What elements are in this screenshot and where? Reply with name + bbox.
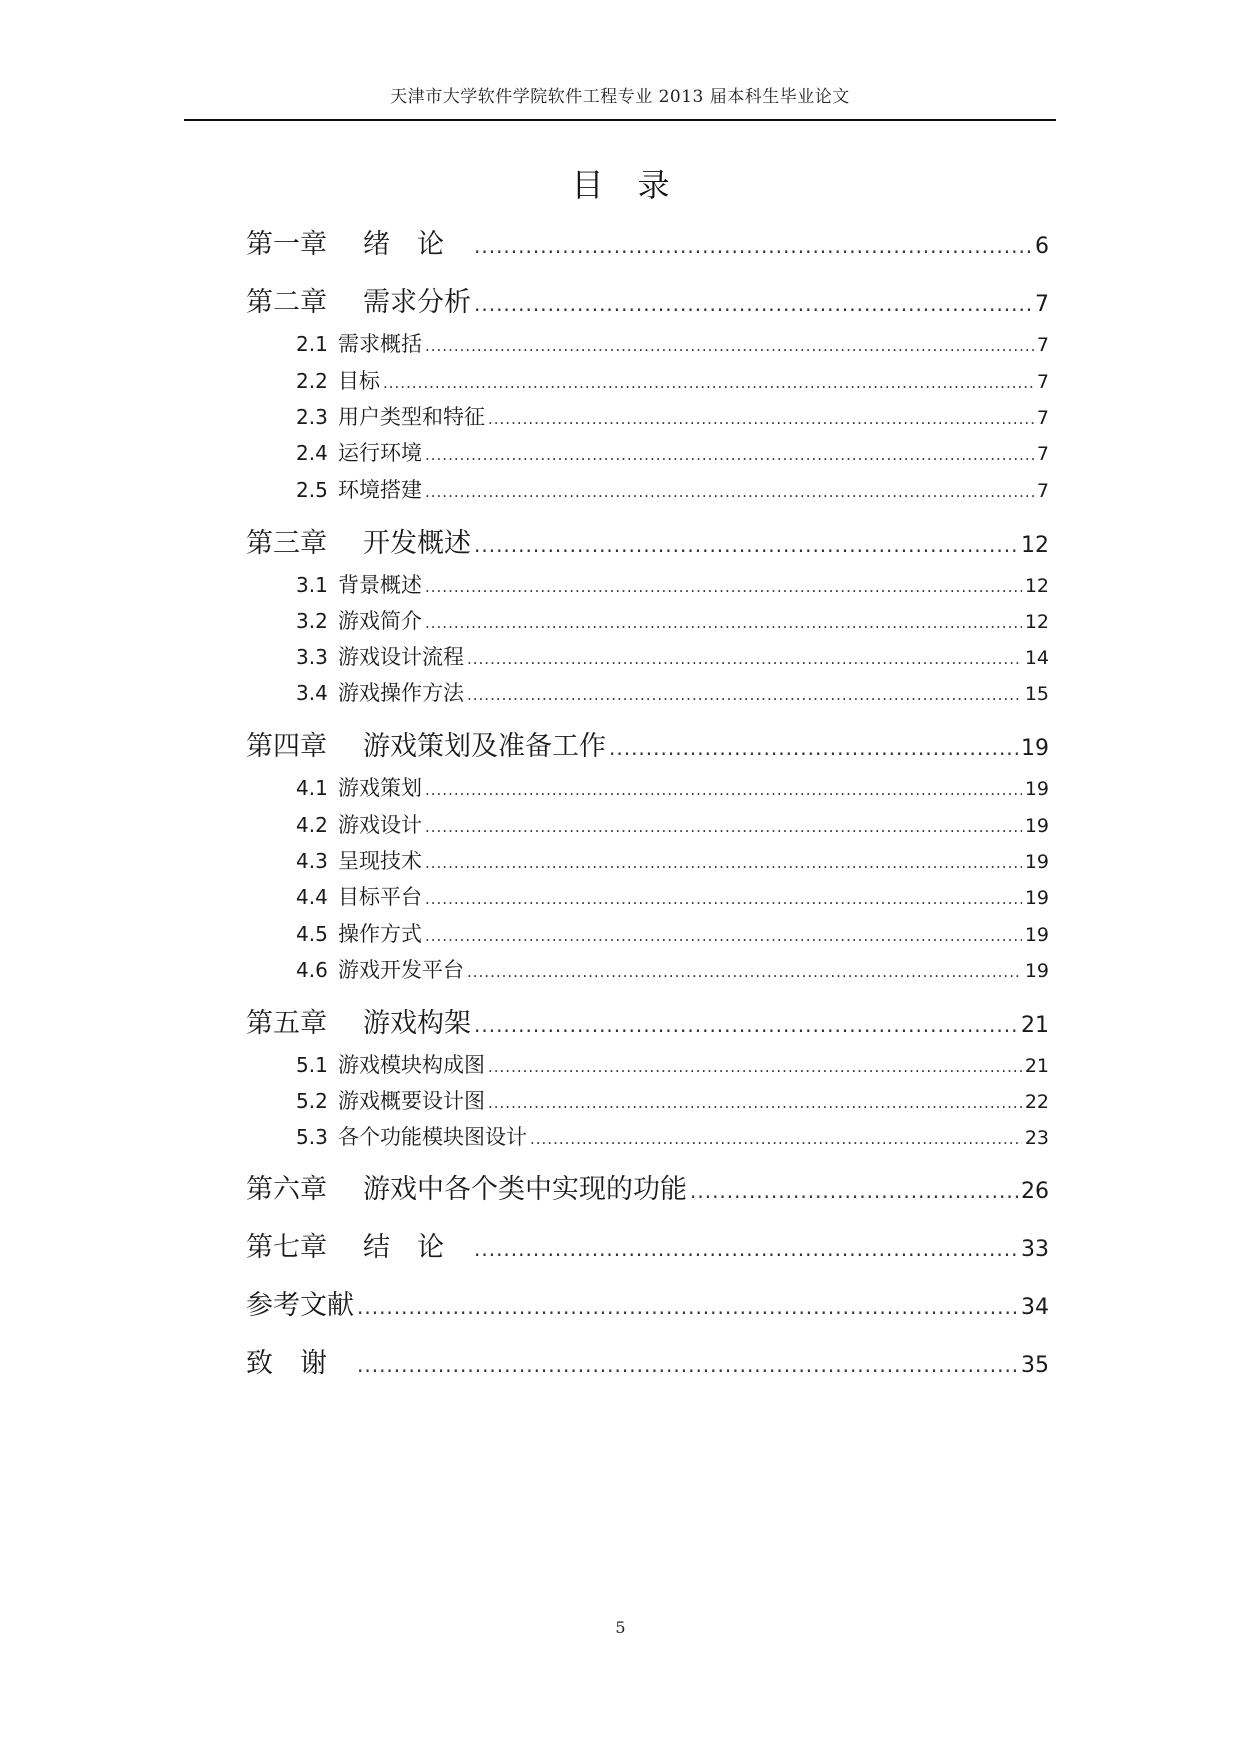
dot-leader (488, 410, 1034, 428)
section-title: 运行环境 (338, 441, 422, 465)
section-title: 游戏操作方法 (338, 681, 464, 705)
dot-leader (425, 337, 1034, 355)
section-title: 游戏概要设计图 (338, 1089, 485, 1113)
toc-section-entry[interactable] (296, 845, 1049, 875)
section-number: 5.1 (296, 1053, 328, 1077)
section-title: 游戏设计流程 (338, 645, 464, 669)
chapter-title: 游戏中各个类中实现的功能 (363, 1174, 687, 1205)
toc-chapter-entry[interactable] (246, 1225, 1049, 1265)
page-ref: 33 (1021, 1237, 1049, 1262)
dot-leader (467, 963, 1022, 981)
toc-chapter-entry[interactable] (246, 1001, 1049, 1041)
dot-leader (425, 614, 1022, 632)
chapter-title: 结论 (363, 1232, 471, 1263)
section-title: 用户类型和特征 (338, 405, 485, 429)
page-ref: 23 (1024, 1127, 1049, 1149)
section-title: 各个功能模块图设计 (338, 1125, 527, 1149)
dot-leader (425, 854, 1022, 872)
chapter-number: 第五章 (246, 1008, 327, 1039)
chapter-title: 游戏策划及准备工作 (363, 731, 606, 762)
section-number: 3.1 (296, 573, 328, 597)
section-title: 游戏设计 (338, 813, 422, 837)
page-ref: 19 (1024, 924, 1049, 946)
page-ref: 19 (1024, 778, 1049, 800)
dot-leader (425, 818, 1022, 836)
section-title: 需求概括 (338, 332, 422, 356)
section-number: 4.4 (296, 885, 328, 909)
toc-section-entry[interactable] (296, 641, 1049, 671)
page-ref: 7 (1036, 480, 1049, 502)
dot-leader (474, 1013, 1018, 1037)
dot-leader (467, 686, 1022, 704)
dot-leader (425, 578, 1022, 596)
dot-leader (474, 234, 1032, 258)
toc-section-entry[interactable] (296, 1085, 1049, 1115)
chapter-number: 第四章 (246, 731, 327, 762)
dot-leader (474, 1237, 1018, 1261)
page-ref: 7 (1036, 371, 1049, 393)
section-title: 游戏开发平台 (338, 958, 464, 982)
section-title: 操作方式 (338, 922, 422, 946)
section-number: 2.3 (296, 405, 328, 429)
section-title: 游戏模块构成图 (338, 1053, 485, 1077)
toc-chapter-entry[interactable] (246, 280, 1049, 320)
section-number: 5.2 (296, 1089, 328, 1113)
section-title: 环境搭建 (338, 478, 422, 502)
toc-chapter-entry[interactable] (246, 724, 1049, 764)
toc-title: 目录 (571, 166, 704, 204)
dot-leader (474, 533, 1018, 557)
section-title: 呈现技术 (338, 849, 422, 873)
toc-section-entry[interactable] (296, 772, 1049, 802)
section-title: 目标 (338, 369, 380, 393)
toc-section-entry[interactable] (296, 918, 1049, 948)
toc-chapter-entry[interactable] (246, 1283, 1049, 1323)
page-ref: 12 (1024, 611, 1049, 633)
page-ref: 12 (1024, 575, 1049, 597)
toc-section-entry[interactable] (296, 569, 1049, 599)
chapter-number: 第一章 (246, 229, 327, 260)
dot-leader (383, 374, 1034, 392)
section-number: 2.4 (296, 441, 328, 465)
page-ref: 19 (1024, 815, 1049, 837)
dot-leader (488, 1094, 1022, 1112)
page-ref: 19 (1024, 887, 1049, 909)
page-ref: 6 (1035, 234, 1049, 259)
dot-leader (425, 446, 1034, 464)
page-ref: 19 (1024, 960, 1049, 982)
chapter-number: 第三章 (246, 528, 327, 559)
chapter-title: 游戏构架 (363, 1008, 471, 1039)
section-title: 游戏简介 (338, 609, 422, 633)
section-number: 3.2 (296, 609, 328, 633)
page-ref: 22 (1024, 1091, 1049, 1113)
toc-section-entry[interactable] (296, 437, 1049, 467)
dot-leader (425, 927, 1022, 945)
toc-section-entry[interactable] (296, 677, 1049, 707)
section-number: 4.2 (296, 813, 328, 837)
dot-leader (425, 890, 1022, 908)
page-ref: 26 (1021, 1179, 1049, 1204)
running-header: 天津市大学软件学院软件工程专业 2013 届本科生毕业论文 (390, 87, 850, 107)
dot-leader (530, 1130, 1022, 1148)
toc-section-entry[interactable] (296, 1049, 1049, 1079)
toc-section-entry[interactable] (296, 954, 1049, 984)
toc-section-entry[interactable] (296, 605, 1049, 635)
toc-chapter-entry[interactable] (246, 1341, 1049, 1381)
dot-leader (425, 781, 1022, 799)
section-number: 4.3 (296, 849, 328, 873)
toc-section-entry[interactable] (296, 1121, 1049, 1151)
section-number: 2.1 (296, 332, 328, 356)
dot-leader (609, 736, 1018, 760)
page-ref: 15 (1024, 683, 1049, 705)
dot-leader (467, 650, 1022, 668)
toc-chapter-entry[interactable] (246, 1167, 1049, 1207)
section-number: 5.3 (296, 1125, 328, 1149)
page-ref: 14 (1024, 647, 1049, 669)
dot-leader (425, 483, 1034, 501)
page-ref: 7 (1036, 443, 1049, 465)
section-number: 4.6 (296, 958, 328, 982)
page-ref: 21 (1024, 1055, 1049, 1077)
section-number: 2.5 (296, 478, 328, 502)
toc-section-entry[interactable] (296, 328, 1049, 358)
page-ref: 7 (1036, 334, 1049, 356)
section-number: 2.2 (296, 369, 328, 393)
section-number: 4.5 (296, 922, 328, 946)
dot-leader (357, 1353, 1018, 1377)
toc-section-entry[interactable] (296, 401, 1049, 431)
dot-leader (488, 1058, 1022, 1076)
chapter-number: 第二章 (246, 287, 327, 318)
page-ref: 21 (1021, 1013, 1049, 1038)
page-number: 5 (615, 1618, 626, 1637)
section-number: 3.4 (296, 681, 328, 705)
dot-leader (474, 292, 1032, 316)
page-ref: 19 (1024, 851, 1049, 873)
toc-section-entry[interactable] (296, 809, 1049, 839)
dot-leader (690, 1179, 1018, 1203)
chapter-title: 开发概述 (363, 528, 471, 559)
chapter-number: 第七章 (246, 1232, 327, 1263)
toc-chapter-entry[interactable] (246, 521, 1049, 561)
chapter-title: 需求分析 (363, 287, 471, 318)
section-number: 3.3 (296, 645, 328, 669)
section-title: 目标平台 (338, 885, 422, 909)
toc-section-entry[interactable] (296, 881, 1049, 911)
chapter-title: 参考文献 (246, 1290, 354, 1321)
section-title: 游戏策划 (338, 776, 422, 800)
page-ref: 19 (1021, 736, 1049, 761)
toc-section-entry[interactable] (296, 365, 1049, 395)
chapter-number: 第六章 (246, 1174, 327, 1205)
section-number: 4.1 (296, 776, 328, 800)
chapter-title: 绪论 (363, 229, 471, 260)
page-ref: 7 (1035, 292, 1049, 317)
toc-section-entry[interactable] (296, 474, 1049, 504)
page-ref: 12 (1021, 533, 1049, 558)
dot-leader (357, 1295, 1018, 1319)
page-ref: 7 (1036, 407, 1049, 429)
page-ref: 34 (1021, 1295, 1049, 1320)
chapter-title: 致谢 (246, 1348, 354, 1379)
section-title: 背景概述 (338, 573, 422, 597)
page-ref: 35 (1021, 1353, 1049, 1378)
toc-chapter-entry[interactable] (246, 222, 1049, 262)
